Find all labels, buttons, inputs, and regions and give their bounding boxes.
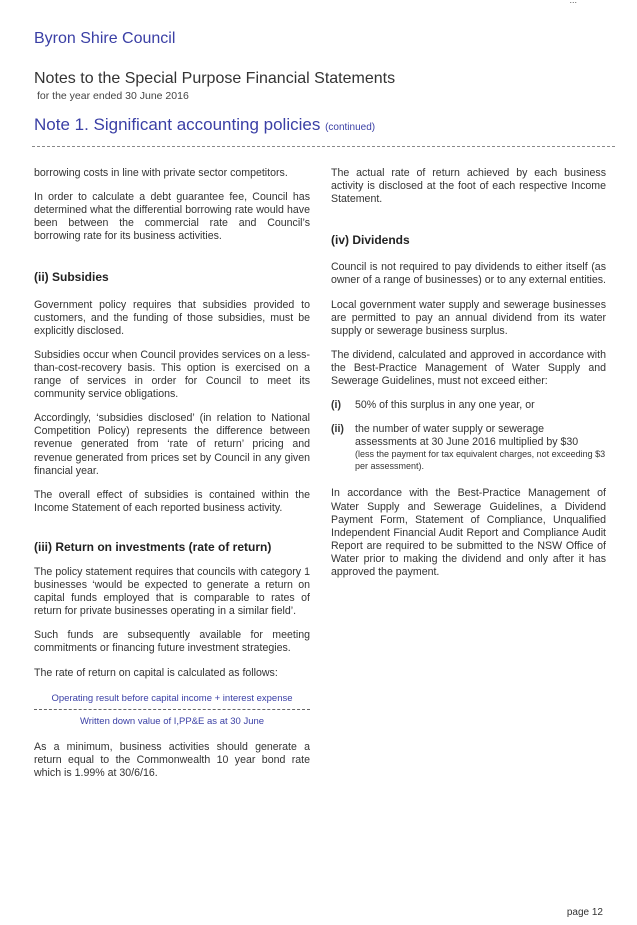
note-heading [34,115,375,135]
paragraph: As a minimum, business activities should generate a return equal to the Commonwealth 10 year bond rate which is 1.99% at 30/6/16. [34,740,310,779]
section-heading-dividends: (iv) Dividends [331,233,410,248]
organization-name: Byron Shire Council [34,30,176,47]
list-item [331,423,606,472]
document-subtitle: for the year ended 30 June 2016 [37,90,189,102]
header-divider [32,146,615,147]
paragraph: The policy statement requires that councils with category 1 businesses ‘would be expected to generate a return on capital funds employed that is comparable to rates of return for private businesses operating in a similar field’. [34,565,310,618]
paragraph: In order to calculate a debt guarantee fee, Council has determined what the differential borrowing rate would have been between the commercial rate and Council’s borrowing rate for its business activities. [34,191,310,243]
section-heading-return: (iii) Return on investments (rate of return) [34,539,272,554]
paragraph: The actual rate of return achieved by each business activity is disclosed at the foot of each respective Income Statement. [331,167,606,206]
list-item-text: the number of water supply or sewerage assessments at 30 June 2016 multiplied by $30 [355,423,579,449]
paragraph: Accordingly, ‘subsidies disclosed’ (in relation to National Competition Policy) represents the difference between revenue generated from ‘rate of return’ pricing and revenue generated from prices set by Council in any given financial year. [34,412,310,477]
paragraph: Subsidies occur when Council provides services on a less-than-cost-recovery basis. This option is exercised on a range of services in order for Council to meet its community service obligations. [34,348,310,401]
formula-divider [34,709,310,710]
paragraph: Local government water supply and sewerage businesses are permitted to pay an annual dividend from its water supply or sewerage business surplus. [331,298,606,337]
paragraph: borrowing costs in line with private sector competitors. [34,167,288,179]
formula-denominator: Written down value of I,PP&E as at 30 June [79,715,265,727]
left-column [34,167,310,780]
page-number: page 12 [566,907,603,918]
rate-of-return-formula [34,692,310,728]
paragraph: Such funds are subsequently available for meeting commitments or financing future investment strategies. [34,629,310,655]
page-top-mark: ... [569,0,577,5]
paragraph: The dividend, calculated and approved in accordance with the Best-Practice Management of Water Supply and Sewerage Guidelines, must not exceed either: [331,348,606,388]
list-item [331,399,606,412]
formula-numerator: Operating result before capital income + interest expense [51,692,293,704]
paragraph: Government policy requires that subsidies provided to customers, and the funding of those subsidies, must be explicitly disclosed. [34,298,310,337]
list-item-label: (ii) [331,423,344,436]
paragraph: The overall effect of subsidies is contained within the Income Statement of each reported business activity. [34,488,310,514]
list-item-text: 50% of this surplus in any one year, or [355,399,535,412]
section-heading-subsidies: (ii) Subsidies [34,270,109,285]
document-title: Notes to the Special Purpose Financial Statements [34,70,396,87]
right-column [331,167,606,579]
list-item-label: (i) [331,399,341,412]
paragraph: Council is not required to pay dividends to either itself (as owner of a range of businesses) or to any external entities. [331,261,607,287]
paragraph: In accordance with the Best-Practice Management of Water Supply and Sewerage Guidelines, a Dividend Payment Form, Statement of Compliance, Unqualified Independent Financial Audit Report and Compliance Audit Report are required to be submitted to the NSW Office of Water prior to making the dividend and only after it has approved the payment. [331,487,606,578]
paragraph: The rate of return on capital is calculated as follows: [34,666,278,679]
note-title: Note 1. Significant accounting policies [34,115,321,134]
note-continued: (continued) [325,122,376,133]
list-item-note: (less the payment for tax equivalent charges, not exceeding $3 per assessment). [355,449,606,471]
